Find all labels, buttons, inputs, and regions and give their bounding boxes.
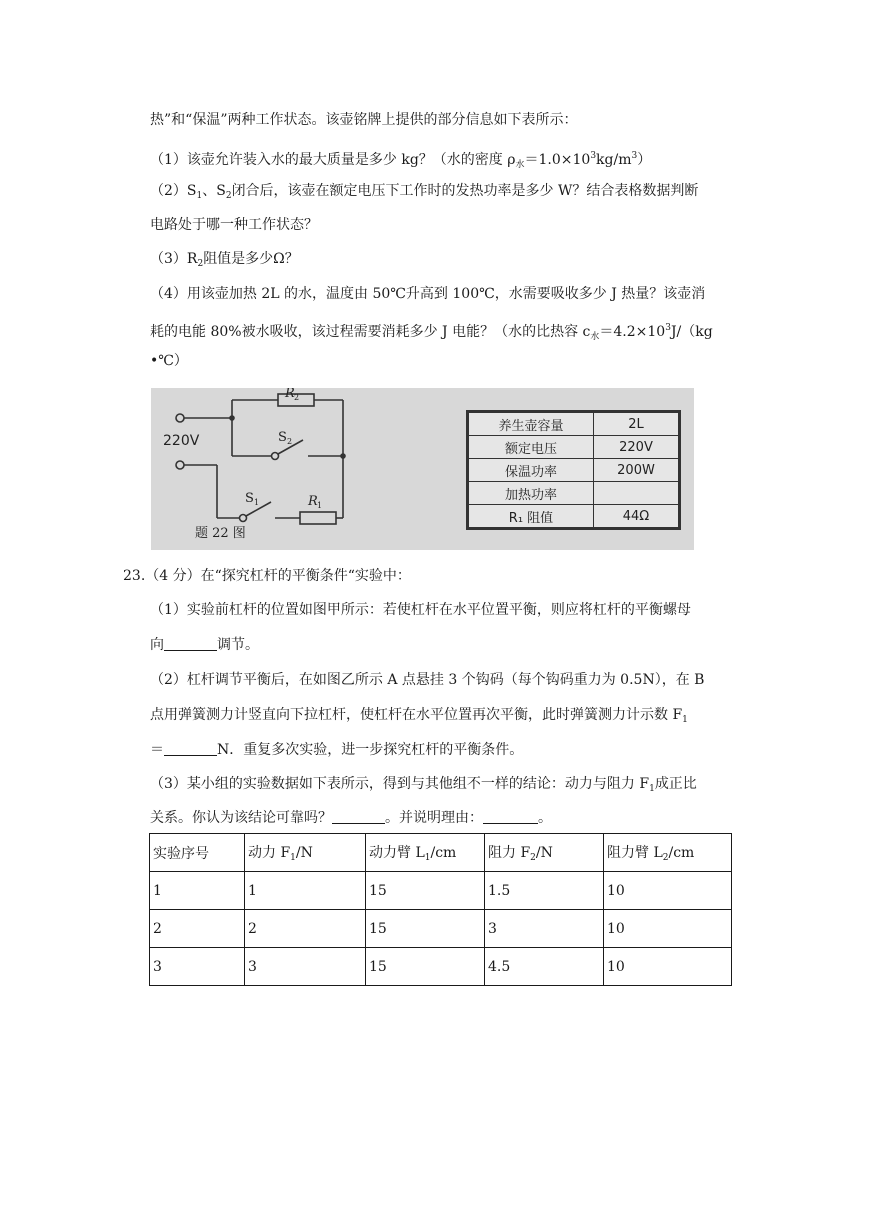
q22-sub2-c: 闭合后，该壶在额定电压下工作时的发热功率是多少 W？结合表格数据判断: [231, 183, 699, 199]
q23-sub3-a: （3）某小组的实验数据如下表所示，得到与其他组不一样的结论：动力与阻力 F: [150, 776, 650, 792]
header-sub: 2: [662, 853, 669, 863]
q23-sub3-line1: [150, 774, 697, 799]
nameplate-label: R₁ 阻值: [469, 505, 594, 528]
answer-blank[interactable]: [332, 809, 385, 824]
q23-sub1-line2: [150, 635, 259, 655]
q23-sub2-eq: ＝: [150, 742, 164, 758]
r1-label: R: [308, 494, 318, 509]
table-cell: 4.5: [485, 948, 604, 986]
voltage-label: 220V: [163, 433, 200, 449]
q23-sub3-d: 。并说明理由：: [385, 810, 483, 826]
q23-sub2-line2: [150, 705, 688, 730]
table-row: [150, 872, 732, 910]
table-header-row: [150, 834, 732, 872]
header-cell: [150, 834, 245, 872]
header-cell: [604, 834, 732, 872]
q23-sub3-e: 。: [538, 810, 552, 826]
q23-sub3-c: 关系。你认为该结论可靠吗？: [150, 810, 332, 826]
q22-sub2-a: （2）S: [150, 183, 197, 199]
r2-label-sub: 2: [294, 393, 300, 402]
q22-sub4-line3: [150, 351, 188, 371]
q23-sub1-text: （1）实验前杠杆的位置如图甲所示：若使杠杆在水平位置平衡，则应将杠杆的平衡螺母: [150, 602, 691, 618]
q22-sub4-a: 耗的电能 80%被水吸收，该过程需要消耗多少 J 电能？（水的比热容 c: [150, 324, 591, 340]
header-cell: [366, 834, 485, 872]
table-cell: 2: [245, 910, 366, 948]
q22-sub4-line1: [150, 284, 705, 304]
header-sub: 1: [424, 853, 431, 863]
q22-sub3-b: 阻值是多少Ω？: [203, 251, 299, 267]
table-cell: 15: [366, 910, 485, 948]
header-text: 阻力臂 L: [607, 845, 663, 861]
nameplate-label: 养生壶容量: [469, 413, 594, 436]
table-cell: 2: [150, 910, 245, 948]
nameplate-value: [594, 482, 679, 505]
nameplate-label: 加热功率: [469, 482, 594, 505]
experiment-data-table: [149, 833, 732, 986]
q22-sub2-b: 、S: [202, 183, 226, 199]
q22-sub3-a: （3）R: [150, 251, 198, 267]
s2-label-sub: 2: [287, 437, 293, 446]
header-sub: 1: [290, 853, 296, 863]
table-row: [469, 413, 679, 436]
s1-label-sub: 1: [254, 498, 260, 507]
answer-blank[interactable]: [483, 809, 538, 824]
nameplate-value: 2L: [594, 413, 679, 436]
table-cell: 1: [245, 872, 366, 910]
table-cell: 3: [485, 910, 604, 948]
table-cell: 15: [366, 872, 485, 910]
f1-subscript: 1: [682, 715, 688, 725]
table-row: [469, 459, 679, 482]
table-cell: 10: [604, 910, 732, 948]
q22-intro-text: 热”和“保温”两种工作状态。该壶铭牌上提供的部分信息如下表所示：: [150, 112, 578, 128]
f1-subscript: 1: [649, 784, 655, 794]
nameplate-value: 220V: [594, 436, 679, 459]
q22-sub4-exp: 3: [665, 323, 671, 333]
q22-sub4-b: ＝4.2×10: [599, 324, 666, 340]
terminal-bottom: [176, 461, 184, 469]
q22-sub1-unit-exp: 3: [631, 151, 638, 161]
q23-sub2-line3: [150, 740, 523, 760]
q22-intro: [150, 110, 577, 130]
header-unit: /cm: [430, 845, 457, 861]
figure-caption: 题 22 图: [195, 526, 246, 541]
table-cell: 10: [604, 948, 732, 986]
nameplate-label: 保温功率: [469, 459, 594, 482]
q22-sub2-line2: [150, 215, 318, 235]
header-cell: [245, 834, 366, 872]
q23-sub1-b: 调节。: [217, 637, 259, 653]
q23-sub2-line2-text: 点用弹簧测力计竖直向下拉杠杆，使杠杆在水平位置再次平衡，此时弹簧测力计示数 F: [150, 707, 683, 723]
q22-sub1: [150, 146, 651, 175]
r1-resistor: [300, 512, 336, 524]
q22-sub4-c: J/（kg: [670, 324, 713, 340]
q23-sub3-b: 成正比: [654, 776, 697, 792]
q22-sub1-value: ＝1.0×10: [524, 152, 591, 168]
q22-sub4-line2: [150, 318, 713, 347]
s2-label: S: [278, 430, 287, 445]
table-row: [469, 482, 679, 505]
nameplate-value: 44Ω: [594, 505, 679, 528]
table-row: [469, 505, 679, 528]
q23-sub2-b: N．重复多次实验，进一步探究杠杆的平衡条件。: [217, 742, 524, 758]
q23-sub1-a: 向: [150, 637, 164, 653]
nameplate-table: [468, 412, 679, 528]
nameplate-value: 200W: [594, 459, 679, 482]
q22-sub1-exp: 3: [590, 151, 597, 161]
table-row: [150, 948, 732, 986]
header-unit: /N: [535, 845, 553, 861]
rho-subscript: 水: [515, 160, 525, 170]
q23-sub2-text: （2）杠杆调节平衡后，在如图乙所示 A 点悬挂 3 个钩码（每个钩码重力为 0.5N），在 B: [150, 672, 705, 688]
header-text: 动力 F: [248, 845, 291, 861]
header-sub: 2: [530, 853, 536, 863]
header-cell: [485, 834, 604, 872]
header-unit: /N: [295, 845, 313, 861]
q22-sub2-line1: [150, 181, 698, 206]
r1-label-sub: 1: [317, 501, 323, 510]
q22-sub4-line3-text: •℃）: [150, 353, 188, 369]
header-text: 实验序号: [153, 845, 209, 862]
nameplate-label: 额定电压: [469, 436, 594, 459]
q23-sub3-line2: [150, 808, 552, 828]
q23-sub2-line1: [150, 670, 704, 690]
answer-blank[interactable]: [164, 741, 217, 756]
table-cell: 1.5: [485, 872, 604, 910]
q23-sub1-line1: [150, 600, 691, 620]
s1-subscript: 1: [196, 191, 203, 201]
q22-sub4-line1-text: （4）用该壶加热 2L 的水，温度由 50℃升高到 100℃，水需要吸收多少 J 热量？该壶消: [150, 286, 706, 302]
s2-subscript: 2: [225, 191, 232, 201]
header-unit: /cm: [668, 845, 695, 861]
header-text: 动力臂 L: [369, 845, 425, 861]
q22-sub1-text: （1）该壶允许装入水的最大质量是多少 kg？（水的密度 ρ: [150, 152, 516, 168]
table-row: [150, 910, 732, 948]
c-subscript: 水: [590, 332, 600, 342]
q22-sub2-line2-text: 电路处于哪一种工作状态？: [150, 217, 318, 233]
r2-subscript: 2: [197, 259, 204, 269]
table-cell: 1: [150, 872, 245, 910]
table-cell: 3: [245, 948, 366, 986]
s1-label: S: [245, 491, 254, 506]
q22-sub1-unit: kg/m: [596, 152, 632, 168]
r2-label: R: [285, 388, 295, 401]
table-row: [469, 436, 679, 459]
q22-sub3: [150, 249, 299, 274]
terminal-top: [176, 414, 184, 422]
q22-sub1-close: ）: [637, 152, 652, 168]
header-text: 阻力 F: [488, 845, 531, 861]
table-cell: 15: [366, 948, 485, 986]
answer-blank[interactable]: [164, 636, 217, 651]
q23-title-text: 23.（4 分）在“探究杠杆的平衡条件“实验中：: [123, 568, 411, 584]
table-cell: 3: [150, 948, 245, 986]
circuit-figure: [151, 388, 694, 550]
q23-title: [123, 566, 411, 586]
table-cell: 10: [604, 872, 732, 910]
